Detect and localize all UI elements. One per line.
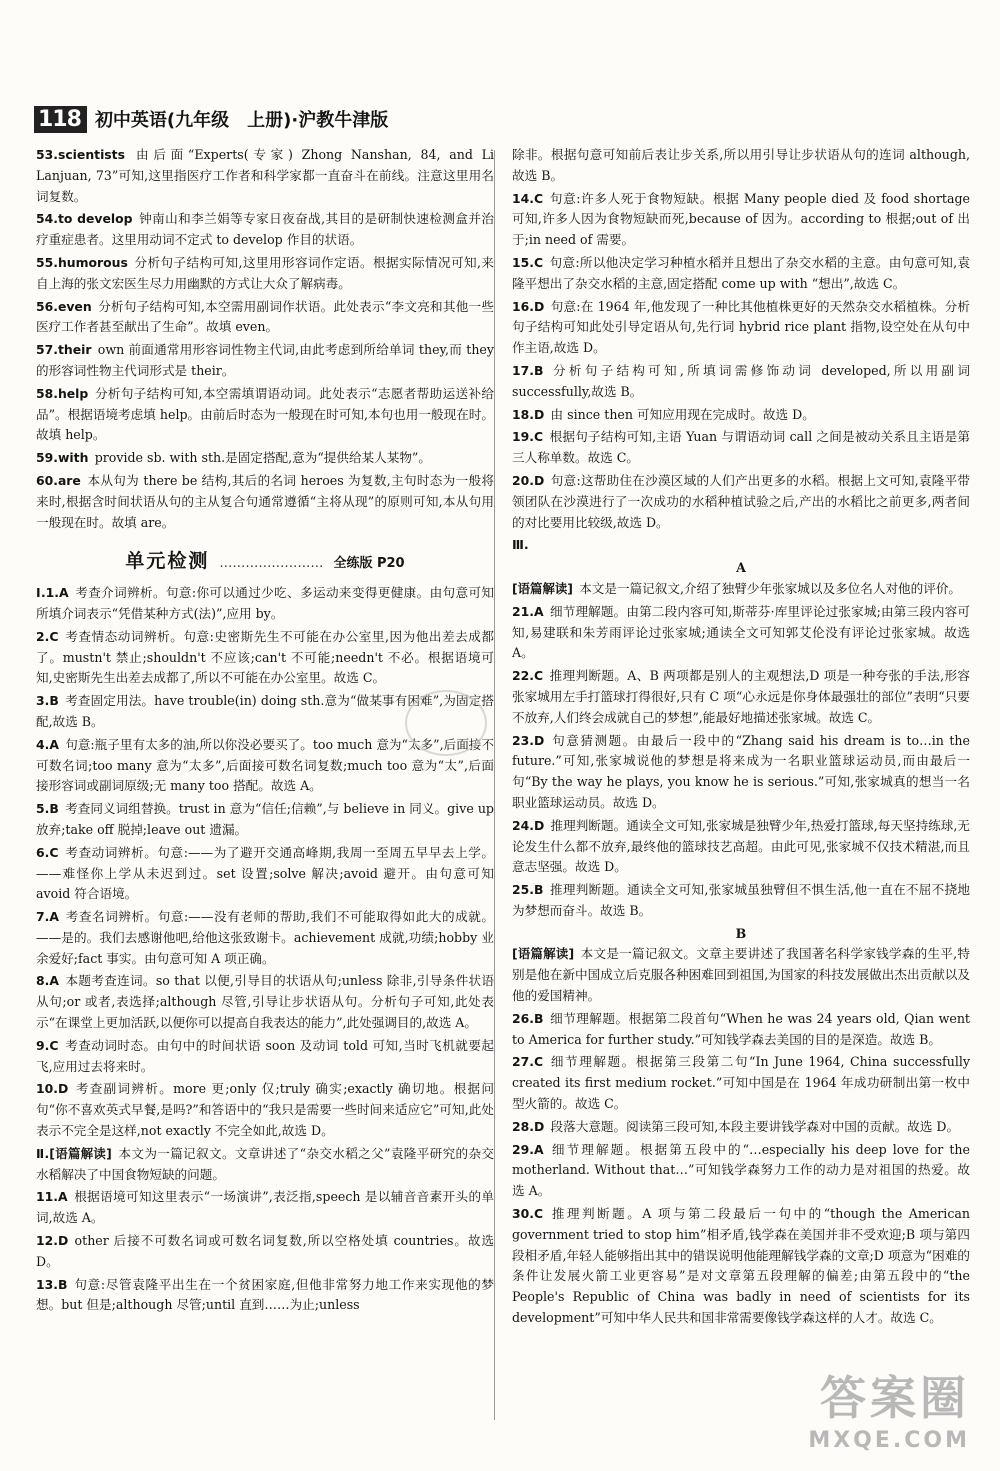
section-reference: 全练版 P20 (333, 556, 405, 572)
section-dots: …………………… (219, 556, 324, 572)
watermark-line2: MXQE.COM (808, 1428, 970, 1453)
answer-entry (36, 340, 494, 382)
answer-explanation: other 后接不可数名词或可数名词复数,所以空格处填 countries。故选 D。 (36, 1233, 494, 1269)
answer-number: 11.A (36, 1189, 68, 1205)
answer-entry (512, 816, 970, 878)
answer-explanation: 句意:许多人死于食物短缺。根据 Many people died 及 food shortage 可知,许多人因为食物短缺而死,because of 因为。according to 根据;out of 出于;in need of 需要。 (512, 190, 970, 248)
answer-number: 4.A (36, 736, 59, 752)
continuation-text: 除非。根据句意可知前后表让步关系,所以用引导让步状语从句的连词 although,故选 B。 (512, 147, 970, 183)
answer-explanation: 细节理解题。由第二段内容可知,斯蒂芬·库里评论过张家城;由第三段内容可知,易建联和朱芳雨评论过张家城;通读全文可知郭艾伦没有评论过张家城。故选 A。 (512, 603, 970, 661)
answer-number: 3.B (36, 693, 59, 709)
answer-explanation: 句意:在 1964 年,他发现了一种比其他植株更好的天然杂交水稻植株。分析句子结构可知此处引导定语从句,先行词 hybrid rice plant 指物,设空处在从句中作主语,故选 D。 (512, 298, 970, 356)
answer-entry (512, 1009, 970, 1051)
answer-number: 19.C (512, 429, 544, 445)
passage-letter-b: B (735, 925, 747, 941)
answer-number: 16.D (512, 298, 545, 314)
answer-number: 29.A (512, 1141, 544, 1157)
answer-explanation: 考查名词辨析。句意:——没有老师的帮助,我们不可能取得如此大的成就。——是的。我们去感谢他吧,给他这张致谢卡。achievement 成就,功绩;hobby 业余爱好;fact 事实。由句意可知 A 项正确。 (36, 909, 494, 966)
answer-explanation: 段落大意题。阅读第三段可知,本段主要讲钱学森对中国的贡献。故选 D。 (550, 1118, 960, 1134)
answer-entry (36, 1187, 494, 1229)
answer-number: 59.with (36, 450, 89, 466)
answer-number: 27.C (512, 1054, 544, 1070)
answer-explanation: 由 since then 可知应用现在完成时。故选 D。 (550, 406, 815, 422)
page-header (34, 104, 974, 134)
answer-number: 24.D (512, 817, 545, 833)
answer-explanation: 本从句为 there be 结构,其后的名词 heroes 为复数,主句时态为一般将来时,根据含时间状语从句的主从复合句通常遵循“主将从现”的原则可知,本从句用一般现在时。故填 are。 (36, 472, 494, 530)
watermark (808, 1362, 970, 1453)
answer-explanation: 本文是一篇记叙文,介绍了独臂少年张家城以及多位名人对他的评价。 (579, 580, 962, 596)
column-divider (494, 150, 495, 1420)
answer-entry (36, 583, 494, 625)
answer-explanation: 分析句子结构可知,本空需用副词作状语。此处表示“李文亮和其他一些医疗工作者甚至献出了生命”。故填 even。 (36, 298, 494, 335)
answer-number: 6.C (36, 844, 59, 860)
answer-entry (36, 384, 494, 446)
answer-entry (36, 1231, 494, 1273)
answer-entry (512, 361, 970, 403)
answer-explanation: 句意:尽管袁隆平出生在一个贫困家庭,但他非常努力地工作来实现他的梦想。but 但是;although 尽管;until 直到……为止;unless (36, 1276, 494, 1313)
answer-entry (36, 297, 494, 339)
answer-number: 26.B (512, 1010, 544, 1026)
right-entries-b (512, 579, 970, 922)
answer-explanation: 钟南山和李兰娟等专家日夜奋战,其目的是研制快速检测盒并治疗重症患者。这里用动词不定式 to develop 作目的状语。 (36, 211, 494, 248)
page-number: 118 (34, 106, 87, 133)
answer-number: 5.B (36, 801, 59, 817)
answer-entry (512, 1204, 970, 1329)
answer-number: 20.D (512, 472, 545, 488)
answer-explanation: 句意:所以他决定学习种植水稻并且想出了杂交水稻的主意。由句意可知,袁隆平想出了杂交水稻的主意,固定搭配 come up with “想出”,故选 C。 (512, 254, 970, 291)
answer-explanation: 分析句子结构可知,这里用形容词作定语。根据实际情况可知,来自上海的张文宏医生尽力用幽默的方式让大众了解病毒。 (36, 254, 494, 291)
answer-explanation: 句意:这帮助住在沙漠区域的人们产出更多的水稻。根据上文可知,袁隆平带领团队在沙漠进行了一次成功的水稻种植试验之后,产出的水稻比之前更多,两者间的对比要用比较级,故选 D。 (512, 472, 970, 530)
answer-number: 57.their (36, 342, 92, 358)
section-heading (36, 551, 494, 575)
answer-number: 10.D (36, 1081, 69, 1097)
answer-entry (512, 471, 970, 533)
answer-entry (512, 1117, 970, 1138)
answer-entry (36, 145, 494, 207)
left-entries-top (36, 145, 494, 533)
answer-number: [语篇解读] (512, 946, 575, 962)
right-entries-a (512, 189, 970, 534)
answer-entry (512, 253, 970, 295)
answer-explanation: 分析句子结构可知,所填词需修饰动词 developed,所以用副词 successfully,故选 B。 (512, 362, 970, 399)
answer-number: 13.B (36, 1276, 68, 1292)
answer-entry (36, 448, 494, 469)
answer-entry (36, 1144, 494, 1186)
answer-entry (36, 471, 494, 533)
answer-number: 60.are (36, 472, 81, 488)
answer-entry (512, 189, 970, 251)
answer-number: 58.help (36, 385, 89, 401)
answer-entry (36, 1036, 494, 1078)
answer-number: 2.C (36, 628, 59, 644)
answer-entry (512, 405, 970, 426)
answer-number: 22.C (512, 668, 544, 684)
answer-explanation: 细节理解题。根据第五段中的“…especially his deep love for the motherland. Without that…”可知钱学森努力工作的动力是对祖国的热爱。故选 A。 (512, 1141, 970, 1199)
answer-explanation: 细节理解题。根据第二段首句“When he was 24 years old, Qian went to America for further study.”可知钱学森去美国的目的是深造。故选 B。 (512, 1010, 970, 1047)
answer-entry (512, 944, 970, 1006)
answer-number: 28.D (512, 1118, 545, 1134)
answer-explanation: 推理判断题。通读全文可知,张家城虽独臂但不惧生活,他一直在不屈不挠地为梦想而奋斗。故选 B。 (512, 882, 970, 918)
answer-number: 15.C (512, 254, 544, 270)
answer-entry (36, 253, 494, 295)
answer-number: 53.scientists (36, 147, 125, 162)
answer-explanation: 句意:瓶子里有太多的油,所以你没必要买了。too much 意为“太多”,后面接不可数名词;too many 意为“太多”,后面接可数名词复数;much too 意为“太”,后面接形容词或副词原级;无 many too 搭配。故选 A。 (36, 736, 494, 794)
answer-number: 7.A (36, 909, 59, 925)
answer-number: 21.A (512, 603, 544, 619)
answer-number: 30.C (512, 1206, 544, 1222)
answer-explanation: 本题考查连词。so that 以便,引导目的状语从句;unless 除非,引导条件状语从句;or 或者,表选择;although 尽管,引导让步状语从句。分析句子可知,此处表示“在课堂上更加活跃,以便你可以提高自我表达的能力”,此处强调目的,故选 A。 (36, 973, 494, 1031)
answer-entry (36, 1275, 494, 1317)
answer-explanation: 句意猜测题。由最后一段中的“Zhang said his dream is to…in the future.”可知,张家城说他的梦想是将来成为一名职业篮球运动员,而由最后一句“By the way he plays, you know he is serious.”可知,张家城真的想当一名职业篮球运动员。故选 D。 (512, 732, 970, 810)
answer-entry (512, 602, 970, 664)
answer-explanation: 考查动词辨析。句意:——为了避开交通高峰期,我周一至周五早早去上学。——难怪你上学从未迟到过。set 设置;solve 解决;avoid 避开。由句意可知 avoid 符合语境。 (36, 844, 494, 902)
answer-number: 14.C (512, 190, 544, 206)
answer-number: 55.humorous (36, 254, 128, 270)
answer-entry (36, 907, 494, 969)
answer-entry (512, 579, 970, 600)
answer-number: 8.A (36, 973, 59, 989)
answer-number: Ⅰ.1.A (36, 585, 69, 601)
answer-explanation: 本文为一篇记叙文。文章讲述了“杂交水稻之父”袁隆平研究的杂交水稻解决了中国食物短缺的问题。 (36, 1145, 494, 1182)
answer-number: 23.D (512, 732, 545, 748)
answer-explanation: provide sb. with sth.是固定搭配,意为“提供给某人某物”。 (94, 450, 431, 466)
answer-entry (512, 880, 970, 922)
answer-entry (512, 1052, 970, 1114)
answer-explanation: 推理判断题。通读全文可知,张家城是独臂少年,热爱打篮球,每天坚持练球,无论发生什么都不放弃,最终他的篮球技艺高超。由此可见,张家城不仅技术精湛,而且意志坚强。故选 D。 (512, 817, 970, 875)
answer-number: 17.B (512, 362, 544, 378)
right-entries-c (512, 944, 970, 1328)
answer-entry (512, 666, 970, 728)
right-column (512, 145, 970, 1331)
part-label: Ⅲ. (512, 537, 529, 553)
answer-entry (36, 843, 494, 905)
section-title: 单元检测 (125, 550, 210, 573)
answer-entry (512, 427, 970, 469)
answer-entry (512, 731, 970, 814)
answer-entry (36, 799, 494, 841)
watermark-line1: 答案圈 (820, 1371, 970, 1425)
answer-entry (512, 297, 970, 359)
answer-entry (36, 209, 494, 251)
answer-explanation: 由后面“Experts(专家) Zhong Nanshan, 84, and Li Lanjuan, 73”可知,这里指医疗工作者和科学家都一直奋斗在前线。注意这里用名词复数。 (36, 147, 494, 204)
answer-explanation: 考查副词辨析。more 更;only 仅;truly 确实;exactly 确切地。根据问句“你不喜欢英式早餐,是吗?”和答语中的“我只是需要一些时间来适应它”可知,此处表示不完全是这样,not exactly 不完全如此,故选 D。 (36, 1081, 494, 1139)
answer-number: 12.D (36, 1233, 69, 1249)
seal-stamp (405, 690, 487, 756)
answer-number: 18.D (512, 406, 545, 422)
answer-explanation: 推理判断题。A、B 两项都是别人的主观想法,D 项是一种夸张的手法,形容张家城用左手打篮球打得很好,只有 C 项“心永远是你身体最强壮的部位”表明“只要不放弃,人们终会成就自己的梦想”,能最好地描述张家城。故选 C。 (512, 668, 970, 725)
answer-number: 25.B (512, 882, 544, 898)
answer-entry (36, 971, 494, 1033)
answer-explanation: 考查介词辨析。句意:你可以通过少吃、多运动来变得更健康。由句意可知所填介词表示“凭借某种方式(法)”,应用 by。 (36, 585, 494, 621)
answer-entry (36, 627, 494, 689)
book-title: 初中英语(九年级 上册)·沪教牛津版 (94, 110, 389, 131)
answer-number: Ⅱ.[语篇解读] (36, 1145, 112, 1161)
answer-explanation: 考查动词时态。由句中的时间状语 soon 及动词 told 可知,当时飞机就要起飞,应用过去将来时。 (36, 1037, 494, 1074)
passage-letter-a: A (736, 560, 746, 576)
answer-entry (512, 1140, 970, 1202)
answer-entry (36, 1079, 494, 1141)
answer-number: 54.to develop (36, 211, 133, 227)
answer-explanation: 根据句子结构可知,主语 Yuan 与谓语动词 call 之间是被动关系且主语是第三人称单数。故选 C。 (512, 429, 970, 466)
answer-explanation: 考查情态动词辨析。句意:史密斯先生不可能在办公室里,因为他出差去成都了。mustn't 禁止;shouldn't 不应该;can't 不可能;needn't 不必。根据语境可知,史密斯先生出差去成都了,所以不可能在办公室里。故选 C。 (36, 628, 494, 686)
answer-number: 9.C (36, 1037, 59, 1053)
answer-explanation: 细节理解题。根据第三段第二句“In June 1964, China successfully created its first medium rocket.”可知中国是在 1964 年成功研制出第一枚中型火箭的。故选 C。 (512, 1054, 970, 1112)
answer-number: [语篇解读] (512, 580, 573, 596)
answer-explanation: own 前面通常用形容词性物主代词,由此考虑到所给单词 they,而 they 的形容词性物主代词形式是 their。 (36, 342, 494, 378)
answer-explanation: 考查同义词组替换。trust in 意为“信任;信赖”,与 believe in 同义。give up 放弃;take off 脱掉;leave out 遗漏。 (36, 801, 494, 837)
answer-explanation: 考查固定用法。have trouble(in) doing sth.意为“做某事有困难”,为固定搭配,故选 B。 (36, 693, 494, 729)
answer-number: 56.even (36, 298, 92, 314)
answer-explanation: 根据语境可知这里表示“一场演讲”,表泛指,speech 是以辅音音素开头的单词,故选 A。 (36, 1189, 494, 1226)
answer-explanation: 本文是一篇记叙文。文章主要讲述了我国著名科学家钱学森的生平,特别是他在新中国成立后克服各种困难回到祖国,为国家的科技发展做出杰出贡献以及他的爱国精神。 (512, 946, 970, 1004)
answer-explanation: 推理判断题。A 项与第二段最后一句中的“though the American government tried to stop him”相矛盾,钱学森在美国并非不受欢迎;B 项与第四段相矛盾,年轻人能够指出其中的错误说明他能理解钱学森的文章;D 项意为“困难的条件让发展火箭工业更容易”是对文章第五段理解的偏差;由第五段中的“the People's Republic of China was badly in need of scientists for its development”可知中华人民共和国非常需要像钱学森这样的人才。故选 C。 (512, 1206, 970, 1326)
answer-explanation: 分析句子结构可知,本空需填谓语动词。此处表示“志愿者帮助运送补给品”。根据语境考虑填 help。由前后时态为一般现在时可知,本句也用一般现在时。故填 help。 (36, 385, 494, 443)
